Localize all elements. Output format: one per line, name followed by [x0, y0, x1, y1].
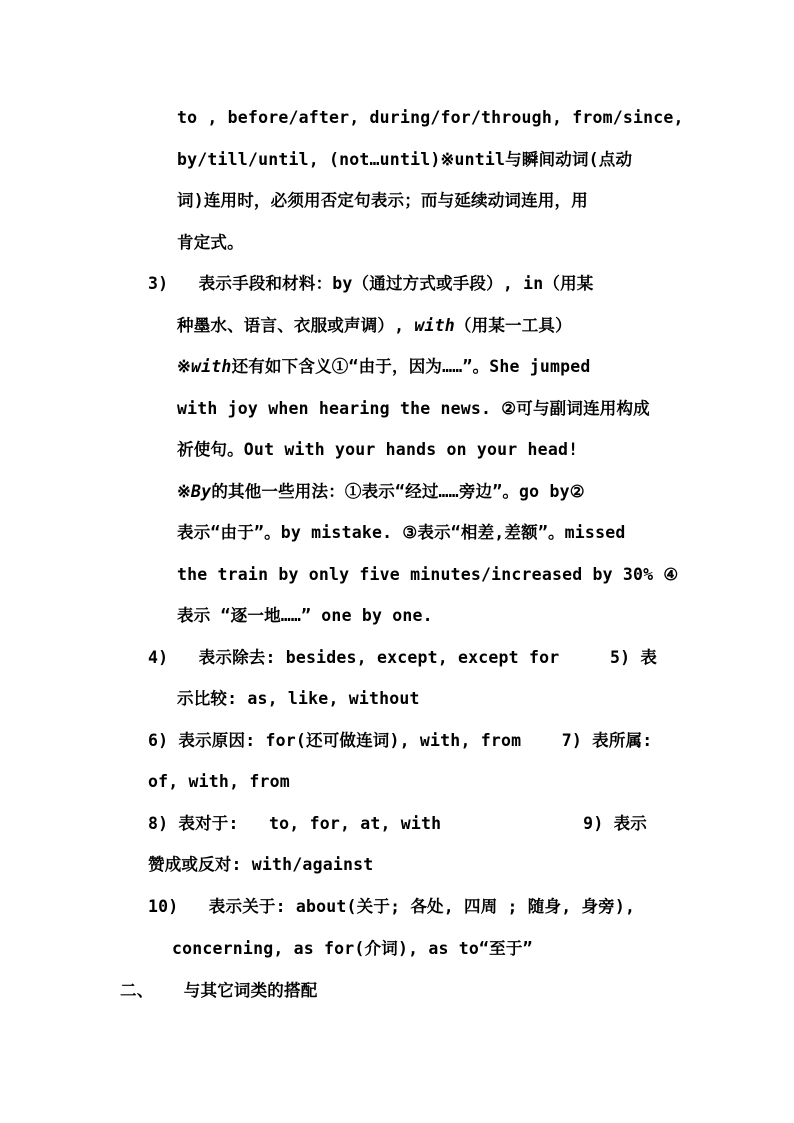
text-line-15: 示比较: as, like, without — [177, 689, 420, 708]
text-segment: 的其他一些用法：①表示“经过……旁边”。go by② — [211, 482, 585, 501]
text-line-7 — [177, 356, 591, 378]
text-line-21: concerning, as for(介词), as to“至于” — [172, 939, 533, 958]
item-6-heading: 6) 表示原因: for(还可做连词), with, from 7) 表所属: — [148, 731, 653, 750]
text-segment: 种墨水、语言、衣服或声调）, — [177, 316, 415, 335]
text-line-12: the train by only five minutes/increased by 30% ④ — [177, 565, 679, 584]
item-10-heading: 10) 表示关于: about(关于; 各处, 四周 ; 随身, 身旁), — [148, 897, 636, 916]
item-3-heading: 3) 表示手段和材料：by（通过方式或手段）, in（用某 — [148, 274, 594, 293]
text-line-19: 赞成或反对: with/against — [148, 855, 374, 874]
text-line-11: 表示“由于”。by mistake. ③表示“相差,差额”。missed — [177, 523, 626, 542]
item-4-heading: 4) 表示除去: besides, except, except for 5) 表 — [148, 648, 658, 667]
text-line-9: 祈使句。Out with your hands on your head! — [177, 440, 579, 459]
text-line-8: with joy when hearing the news. ②可与副词连用构成 — [177, 399, 650, 418]
text-line-6 — [177, 315, 572, 337]
section-heading: 二、 与其它词类的搭配 — [120, 981, 318, 1000]
text-line-13: 表示 “逐一地……” one by one. — [177, 606, 433, 625]
text-segment: ※ — [177, 357, 192, 376]
text-line-2: by/till/until, (not…until)※until与瞬间动词(点动 — [177, 150, 633, 169]
text-segment: 还有如下含义①“由于，因为……”。She jumped — [231, 357, 591, 376]
italic-word: with — [414, 316, 455, 335]
text-line-10 — [177, 481, 585, 503]
text-line-4: 肯定式。 — [177, 233, 244, 252]
text-line-3: 词)连用时，必须用否定句表示；而与延续动词连用，用 — [177, 191, 588, 210]
italic-word: with — [191, 357, 232, 376]
italic-word: By — [191, 482, 212, 501]
text-line-17: of, with, from — [148, 772, 290, 791]
item-8-heading: 8) 表对于: to, for, at, with 9) 表示 — [148, 814, 647, 833]
text-line-1: to , before/after, during/for/through, from/since, — [177, 108, 684, 127]
text-segment: ※ — [177, 482, 192, 501]
text-segment: （用某一工具） — [454, 316, 572, 335]
